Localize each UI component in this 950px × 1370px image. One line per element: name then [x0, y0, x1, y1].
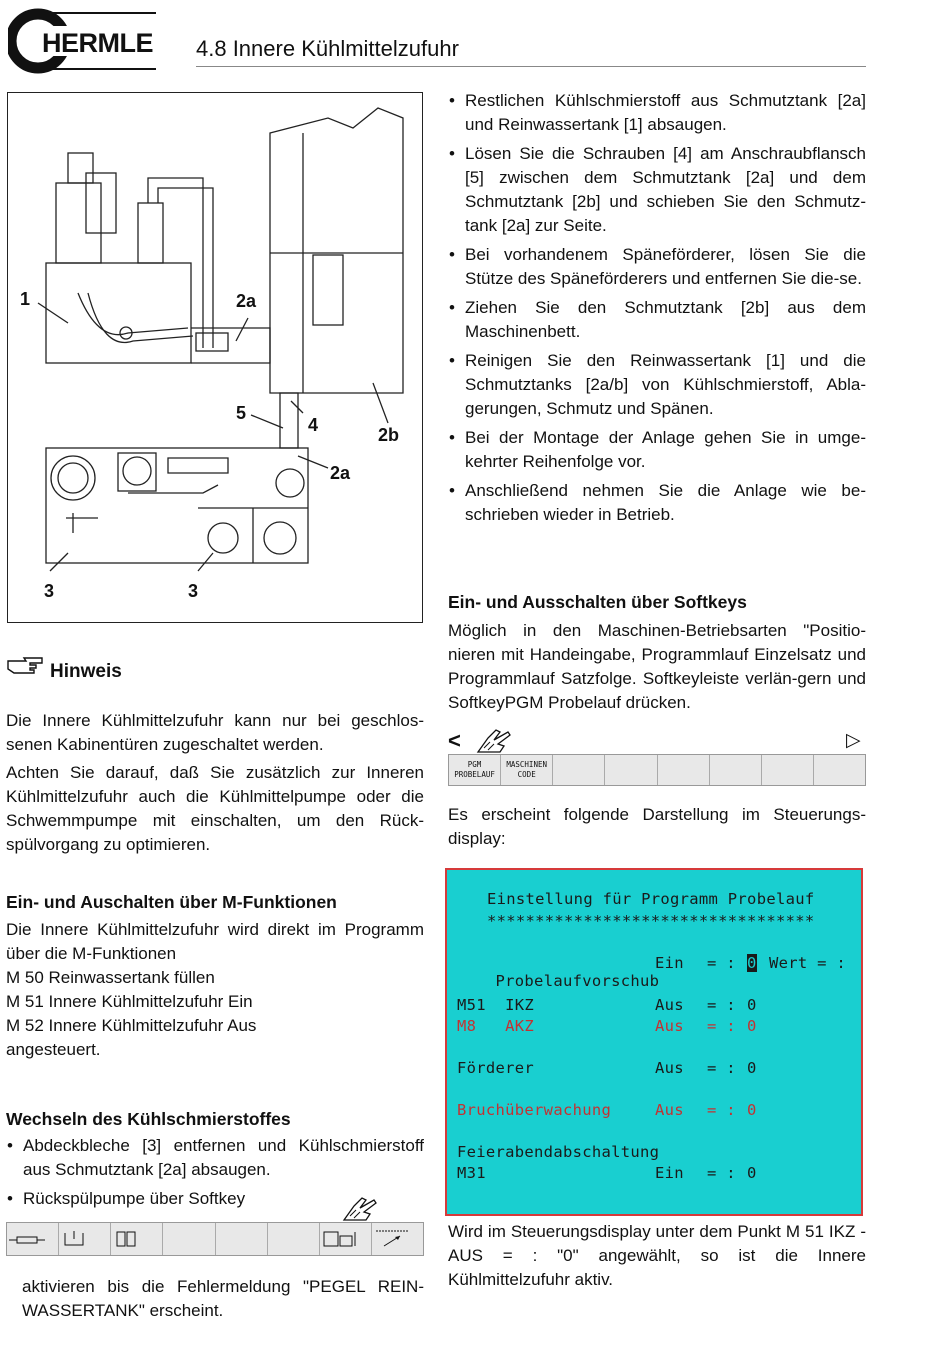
- hinweis-paragraph: Achten Sie darauf, daß Sie zusätzlich zur Inneren Kühlmittelzufuhr auch die Kühlmittelpumpe oder die Schwemmpumpe mit einschalten, um den Rück-spülvorgang zu optimieren.: [6, 763, 424, 854]
- mfunc-line: angesteuert.: [6, 1040, 101, 1059]
- softkey-maschinen-code[interactable]: MASCHINEN CODE: [501, 755, 553, 785]
- mfunc-intro: Die Innere Kühlmittelzufuhr wird direkt im Programm über die M-Funktionen: [6, 920, 424, 963]
- pump-softkey-bar: [6, 1222, 424, 1256]
- softkey-scroll-left-icon[interactable]: <: [448, 728, 461, 753]
- display-eq: = :: [707, 1017, 736, 1035]
- step-item: • Anschließend nehmen Sie die Anlage wie be-schrieben wieder in Betrieb.: [448, 479, 866, 527]
- hinweis-text: [6, 709, 424, 857]
- header-divider: [196, 66, 866, 67]
- display-value: 0: [747, 1101, 757, 1119]
- mfunc-line: M 50 Reinwassertank füllen: [6, 968, 215, 987]
- display-value: 0: [747, 996, 757, 1014]
- hinweis-title: Hinweis: [50, 661, 122, 682]
- wechseln-after-text: aktivieren bis die Fehlermeldung "PEGEL REIN-WASSERTANK" erscheint.: [22, 1277, 424, 1320]
- softkeys-text: [448, 619, 866, 715]
- step-item: • Ziehen Sie den Schmutztank [2b] aus dem Maschinenbett.: [448, 296, 866, 344]
- procedure-steps: [448, 89, 866, 532]
- mfunc-heading: Ein- und Auschalten über M-Funktionen: [6, 892, 337, 912]
- softkey-empty[interactable]: [553, 755, 605, 785]
- wechseln-heading: Wechseln des Kühlschmierstoffes: [6, 1109, 291, 1129]
- hinweis-paragraph: Die Innere Kühlmittelzufuhr kann nur bei geschlos-senen Kabinentüren zugeschaltet werden.: [6, 711, 424, 754]
- display-row-probelaufvorschub[interactable]: Probelaufvorschub: [495, 972, 660, 990]
- display-intro-text: Es erscheint folgende Darstellung im Steuerungs-display:: [448, 805, 866, 848]
- softkey-bar: [448, 754, 866, 786]
- step-item: • Reinigen Sie den Reinwassertank [1] und die Schmutztanks [2a/b] von Kühlschmierstoff, Abla-gerungen, Schmutz und Spänen.: [448, 349, 866, 421]
- page-title: 4.8 Innere Kühlmittelzufuhr: [196, 36, 459, 61]
- display-state: Ein: [655, 1164, 684, 1182]
- display-row-feierabendabschaltung: Feierabendabschaltung: [457, 1143, 660, 1161]
- figure-label-1: 1: [20, 289, 31, 309]
- display-stars: **********************************: [487, 912, 815, 930]
- softkey-scroll-right-icon[interactable]: ▷: [846, 730, 861, 751]
- display-eq: = :: [707, 1059, 736, 1077]
- softkey-empty[interactable]: [605, 755, 657, 785]
- display-row-m8[interactable]: M8 AKZ: [457, 1017, 535, 1035]
- mfunc-line: M 51 Innere Kühlmittelzufuhr Ein: [6, 992, 253, 1011]
- softkey-tank-icon[interactable]: [59, 1223, 111, 1255]
- figure-label-5: 5: [236, 403, 247, 423]
- figure-label-2a-bottom: 2a: [330, 463, 351, 483]
- softkey-pgm-probelauf[interactable]: PGM PROBELAUF: [449, 755, 501, 785]
- softkey-empty[interactable]: [762, 755, 814, 785]
- step-item: • Restlichen Kühlschmierstoff aus Schmutztank [2a] und Reinwassertank [1] absaugen.: [448, 89, 866, 137]
- logo-text: HERMLE: [42, 28, 153, 58]
- step-item: • Bei vorhandenem Späneförderer, lösen Sie die Stütze des Späneförderers und entfernen Sie die-se.: [448, 243, 866, 291]
- display-value: 0: [747, 1017, 757, 1035]
- display-row-m31[interactable]: M31: [457, 1164, 486, 1182]
- display-explanation-text: Wird im Steuerungsdisplay unter dem Punkt M 51 IKZ - AUS = : "0" angewählt, so ist die Innere Kühlmittelzufuhr aktiv.: [448, 1222, 866, 1289]
- display-title: Einstellung für Programm Probelauf: [487, 890, 815, 908]
- display-row-foerderer[interactable]: Förderer: [457, 1059, 535, 1077]
- display-value: 0: [747, 1059, 757, 1077]
- display-eq: = :: [707, 1164, 736, 1182]
- softkey-empty[interactable]: [814, 755, 865, 785]
- softkey-empty[interactable]: [163, 1223, 215, 1255]
- hermle-logo: [8, 8, 156, 74]
- softkeys-heading: Ein- und Ausschalten über Softkeys: [448, 592, 747, 612]
- softkey-filter-icon[interactable]: [111, 1223, 163, 1255]
- display-state: Ein: [655, 954, 684, 972]
- softkey-empty[interactable]: [658, 755, 710, 785]
- display-extra: Wert = :: [769, 954, 847, 972]
- display-eq: = :: [707, 954, 736, 972]
- figure-label-3-left: 3: [44, 581, 55, 601]
- coolant-system-drawing-icon: [8, 93, 422, 622]
- softkey-empty[interactable]: [710, 755, 762, 785]
- display-row-m51[interactable]: M51 IKZ: [457, 996, 535, 1014]
- softkey-empty[interactable]: [268, 1223, 320, 1255]
- softkey-arrow-icon[interactable]: [372, 1223, 423, 1255]
- control-display: [445, 868, 863, 1216]
- display-eq: = :: [707, 1101, 736, 1119]
- pointing-finger-icon: [6, 655, 44, 680]
- display-state: Aus: [655, 1059, 684, 1077]
- softkey-pump-icon[interactable]: [7, 1223, 59, 1255]
- display-value: 0: [747, 1164, 757, 1182]
- display-state: Aus: [655, 996, 684, 1014]
- wechseln-step: • Rückspülpumpe über Softkey: [6, 1187, 424, 1211]
- softkey-rueckspuelpumpe-icon[interactable]: [320, 1223, 372, 1255]
- display-state: Aus: [655, 1101, 684, 1119]
- wechseln-step: • Abdeckbleche [3] entfernen und Kühlschmierstoff aus Schmutztank [2a] absaugen.: [6, 1134, 424, 1182]
- display-cursor-value[interactable]: 0: [747, 954, 757, 972]
- mfunc-line: M 52 Innere Kühlmittelzufuhr Aus: [6, 1016, 257, 1035]
- figure-label-3-right: 3: [188, 581, 199, 601]
- softkeys-paragraph: Möglich in den Maschinen-Betriebsarten "Positio-nieren mit Handeingabe, Programmlauf Einzelsatz und Programmlauf Satzfolge. Softkeyleiste verlän-gern und SoftkeyPGM Probelauf drücken.: [448, 621, 866, 712]
- mfunc-text: [6, 918, 424, 1062]
- display-row-bruchueberwachung[interactable]: Bruchüberwachung: [457, 1101, 612, 1119]
- figure-label-2a-top: 2a: [236, 291, 257, 311]
- step-item: • Bei der Montage der Anlage gehen Sie in umge-kehrter Reihenfolge vor.: [448, 426, 866, 474]
- display-explanation: [448, 1220, 866, 1292]
- softkey-empty[interactable]: [216, 1223, 268, 1255]
- display-eq: = :: [707, 996, 736, 1014]
- display-intro: [448, 803, 866, 851]
- wechseln-after: [22, 1275, 424, 1323]
- figure-label-4: 4: [308, 415, 319, 435]
- step-item: • Lösen Sie die Schrauben [4] am Anschraubflansch [5] zwischen dem Schmutztank [2a] und dem Schmutztank [2b] und schieben Sie den Schmutz-tank [2a] zur Seite.: [448, 142, 866, 238]
- display-state: Aus: [655, 1017, 684, 1035]
- technical-drawing: [7, 92, 423, 623]
- figure-label-2b: 2b: [378, 425, 400, 445]
